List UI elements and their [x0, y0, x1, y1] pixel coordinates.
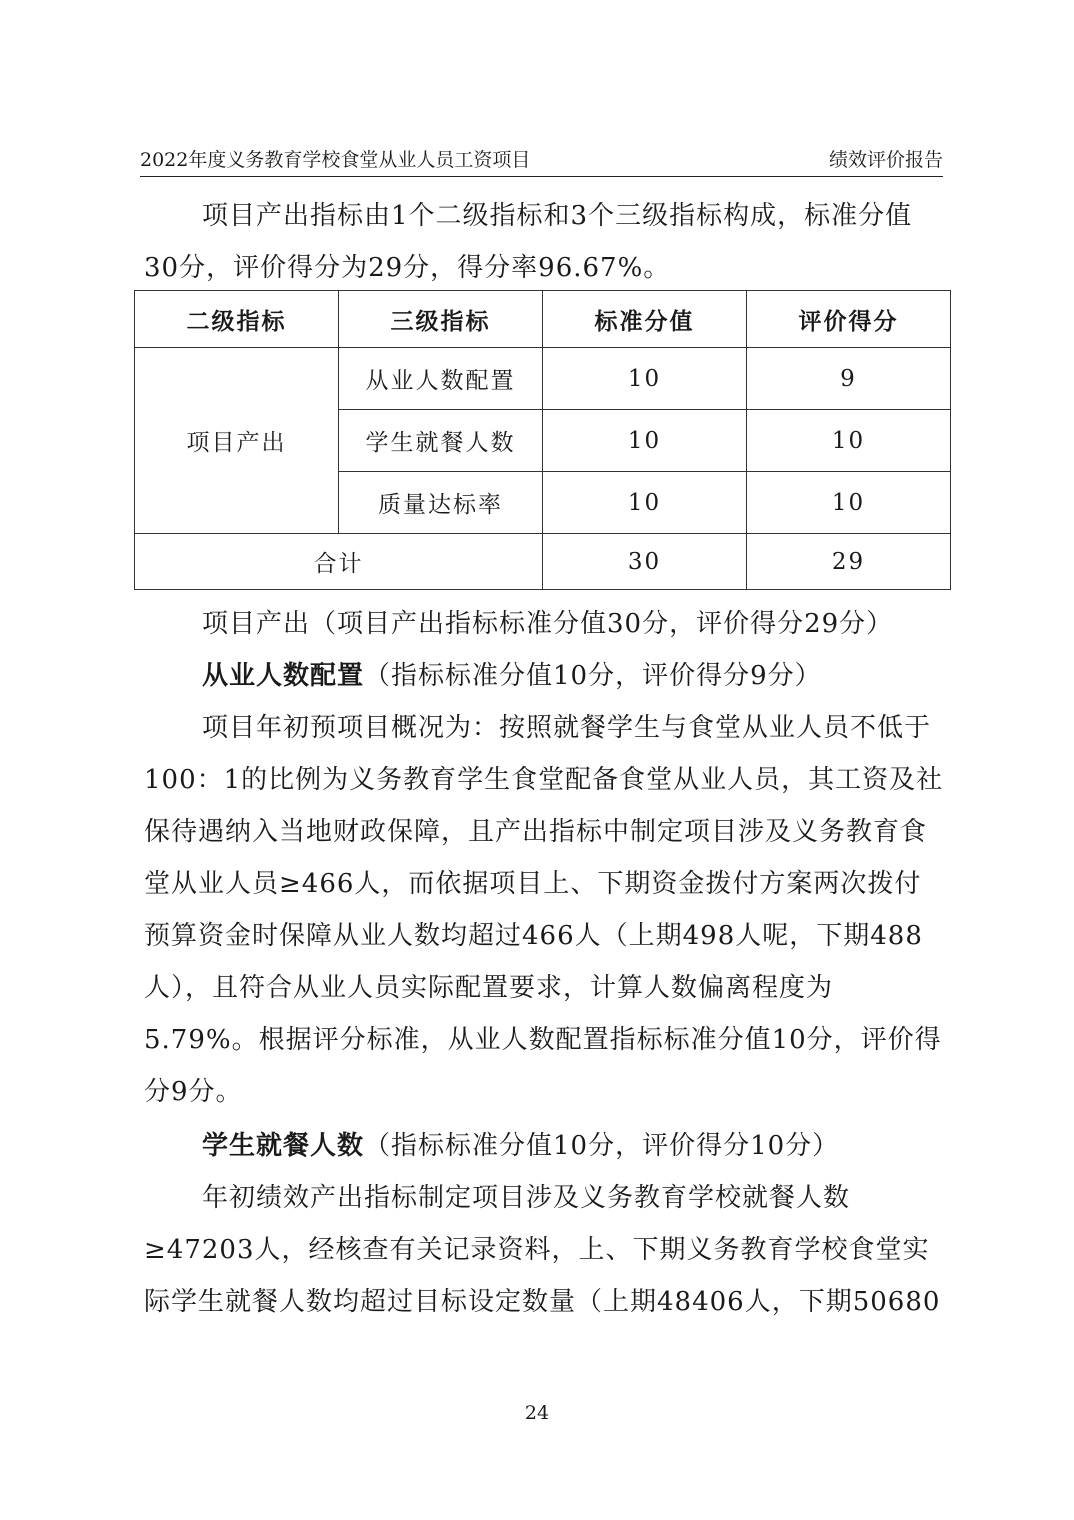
header-report-type: 绩效评价报告 [828, 149, 943, 171]
table-header: 评价得分 [747, 291, 951, 348]
item1-heading [144, 650, 944, 702]
score-cell: 10 [747, 410, 951, 472]
item2-title: 学生就餐人数 [202, 1131, 365, 1161]
table-row [135, 348, 951, 410]
group-cell: 项目产出 [135, 348, 339, 534]
table-header: 三级指标 [339, 291, 543, 348]
item2-body: 年初绩效产出指标制定项目涉及义务教育学校就餐人数≥47203人，经核查有关记录资料，上、下期义务教育学校食堂实际学生就餐人数均超过目标设定数量（上期48406人，下期50680 [144, 1183, 941, 1317]
total-standard-cell: 30 [543, 534, 747, 590]
indicator-cell: 学生就餐人数 [339, 410, 543, 472]
page-number: 24 [524, 1402, 550, 1424]
standard-cell: 10 [543, 472, 747, 534]
item1-body: 项目年初预项目概况为：按照就餐学生与食堂从业人员不低于100：1的比例为义务教育学生食堂配备食堂从业人员，其工资及社保待遇纳入当地财政保障，且产出指标中制定项目涉及义务教育食堂从业人员≥466人，而依据项目上、下期资金拨付方案两次拨付预算资金时保障从业人数均超过466人（上期498人呢，下期488人），且符合从业人员实际配置要求，计算人数偏离程度为5.79%。根据评分标准，从业人数配置指标标准分值10分，评价得分9分。 [144, 713, 944, 1107]
section-heading: 项目产出（项目产出指标标准分值30分，评价得分29分） [202, 609, 894, 639]
indicator-cell: 从业人数配置 [339, 348, 543, 410]
table-total-row [135, 534, 951, 590]
table-header: 标准分值 [543, 291, 747, 348]
score-cell: 9 [747, 348, 951, 410]
item1-title: 从业人数配置 [202, 661, 365, 691]
total-label-cell: 合计 [135, 534, 543, 590]
item1-note: （指标标准分值10分，评价得分9分） [364, 661, 822, 691]
indicator-cell: 质量达标率 [339, 472, 543, 534]
table-header-row [135, 291, 951, 348]
header-title: 2022年度义务教育学校食堂从业人员工资项目 [140, 149, 531, 171]
score-table [134, 290, 951, 590]
score-cell: 10 [747, 472, 951, 534]
standard-cell: 10 [543, 410, 747, 472]
page-header [140, 148, 943, 177]
table-header: 二级指标 [135, 291, 339, 348]
item2-note: （指标标准分值10分，评价得分10分） [364, 1131, 840, 1161]
item2-heading [144, 1120, 944, 1172]
total-score-cell: 29 [747, 534, 951, 590]
standard-cell: 10 [543, 348, 747, 410]
intro-paragraph: 项目产出指标由1个二级指标和3个三级指标构成，标准分值30分，评价得分为29分，得分率96.67%。 [144, 201, 913, 283]
